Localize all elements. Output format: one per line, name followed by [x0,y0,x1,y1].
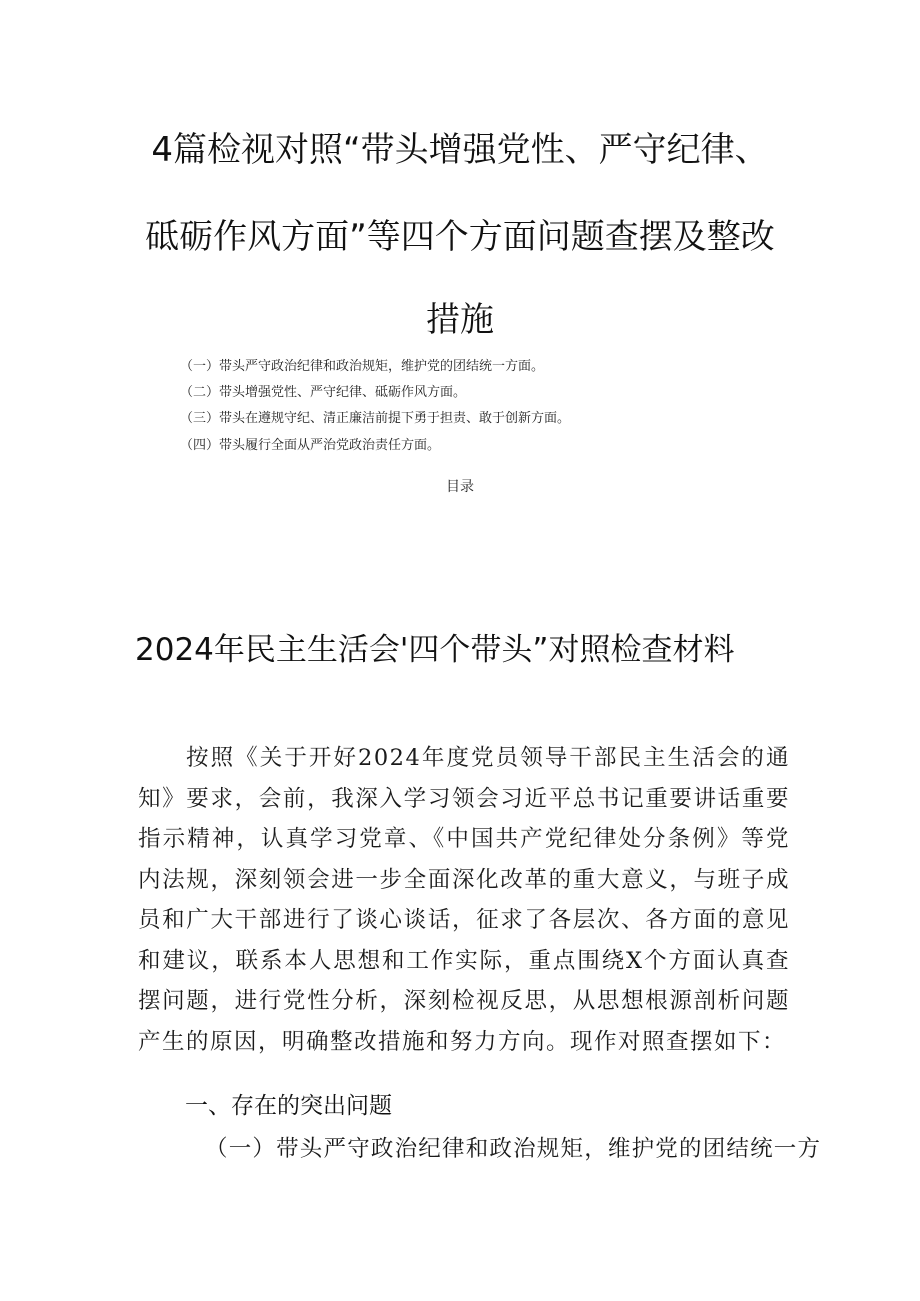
doc-title: 2024年民主生活会'四个带头”对照检查材料 [135,632,735,668]
toc-item-3[interactable]: （三）带头在遵规守纪、清正廉洁前提下勇于担责、敢于创新方面。 [180,411,571,426]
toc-item-4[interactable]: （四）带头履行全面从严治党政治责任方面。 [180,438,441,453]
toc-item-1[interactable]: （一）带头严守政治纪律和政治规矩，维护党的团结统一方面。 [180,359,545,374]
toc-heading: 目录 [446,479,474,495]
toc-item-2[interactable]: （二）带头增强党性、严守纪律、砥砺作风方面。 [180,385,467,400]
section-heading: 一、存在的突出问题 [185,1093,392,1119]
sub-heading: （一）带头严守政治纪律和政治规矩，维护党的团结统一方 [205,1136,822,1162]
main-title-line-3: 措施 [426,300,494,340]
main-title-line-1: 4篇检视对照“带头增强党性、严守纪律、 [151,130,769,170]
main-title-line-2: 砥砺作风方面”等四个方面问题查摆及整改 [145,217,775,257]
intro-paragraph: 按照《关于开好2024年度党员领导干部民主生活会的通知》要求，会前，我深入学习领会习近平总书记重要讲话重要指示精神，认真学习党章、《中国共产党纪律处分条例》等党内法规，深刻领会进一步全面深化改革的重大意义，与班子成员和广大干部进行了谈心谈话，征求了各层次、各方面的意见和建议，联系本人思想和工作实际，重点围绕X个方面认真查摆问题，进行党性分析，深刻检视反思，从思想根源剖析问题产生的原因，明确整改措施和努力方向。现作对照查摆如下： [138,745,790,1055]
